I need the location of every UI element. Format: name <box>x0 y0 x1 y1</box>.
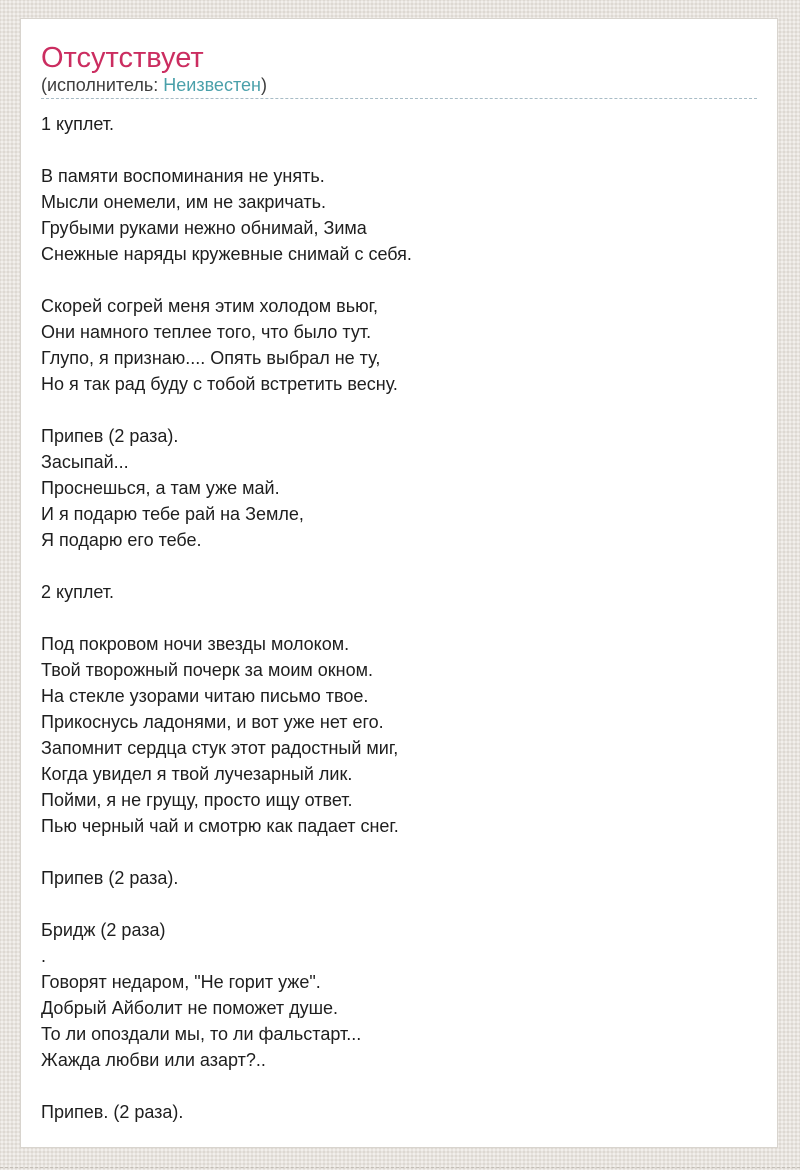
lyric-line: Скорей согрей меня этим холодом вьюг, <box>41 296 378 316</box>
lyric-line: Твой творожный почерк за моим окном. <box>41 660 373 680</box>
lyric-line <box>41 397 757 423</box>
artist-label-prefix: (исполнитель: <box>41 75 164 95</box>
lyric-line: Говорят недаром, "Не горит уже". <box>41 972 321 992</box>
lyric-line <box>41 137 757 163</box>
lyric-line: Припев (2 раза). <box>41 426 179 446</box>
lyric-line: Но я так рад буду с тобой встретить весну. <box>41 374 398 394</box>
lyric-line <box>41 839 757 865</box>
lyrics-card <box>20 18 778 1148</box>
song-title: Отсутствует <box>41 42 204 74</box>
lyric-line: Проснешься, а там уже май. <box>41 478 280 498</box>
lyric-line: Припев. (2 раза). <box>41 1102 184 1122</box>
lyric-line: Добрый Айболит не поможет душе. <box>41 998 339 1018</box>
lyric-line: Припев (2 раза). <box>41 868 179 888</box>
lyric-line: Я подарю его тебе. <box>41 530 202 550</box>
lyric-line: Пойми, я не грущу, просто ищу ответ. <box>41 790 353 810</box>
lyric-line <box>41 605 757 631</box>
lyric-line: Запомнит сердца стук этот радостный миг, <box>41 738 399 758</box>
lyric-line <box>41 891 757 917</box>
lyric-line: Бридж (2 раза) <box>41 920 166 940</box>
lyrics-text <box>41 111 757 1125</box>
lyric-line: В памяти воспоминания не унять. <box>41 166 325 186</box>
lyric-line: . <box>41 946 47 966</box>
lyric-line <box>41 1073 757 1099</box>
artist-line <box>41 75 757 99</box>
lyric-line: Снежные наряды кружевные снимай с себя. <box>41 244 412 264</box>
lyric-line: Пью черный чай и смотрю как падает снег. <box>41 816 399 836</box>
lyric-line: И я подарю тебе рай на Земле, <box>41 504 304 524</box>
lyric-line: Мысли онемели, им не закричать. <box>41 192 327 212</box>
lyric-line: Жажда любви или азарт?.. <box>41 1050 266 1070</box>
bottom-page-divider <box>0 1167 800 1168</box>
lyric-line <box>41 267 757 293</box>
artist-link[interactable]: Неизвестен <box>163 75 261 95</box>
lyric-line: Грубыми руками нежно обнимай, Зима <box>41 218 367 238</box>
artist-label-suffix: ) <box>260 75 267 95</box>
lyric-line: Под покровом ночи звезды молоком. <box>41 634 350 654</box>
lyric-line: 1 куплет. <box>41 114 115 134</box>
lyric-line: На стекле узорами читаю письмо твое. <box>41 686 369 706</box>
lyric-line: Когда увидел я твой лучезарный лик. <box>41 764 353 784</box>
lyric-line: То ли опоздали мы, то ли фальстарт... <box>41 1024 362 1044</box>
lyric-line <box>41 553 757 579</box>
lyric-line: Они намного теплее того, что было тут. <box>41 322 372 342</box>
lyric-line: Глупо, я признаю.... Опять выбрал не ту, <box>41 348 381 368</box>
lyric-line: Засыпай... <box>41 452 129 472</box>
lyric-line: 2 куплет. <box>41 582 115 602</box>
lyric-line: Прикоснусь ладонями, и вот уже нет его. <box>41 712 384 732</box>
